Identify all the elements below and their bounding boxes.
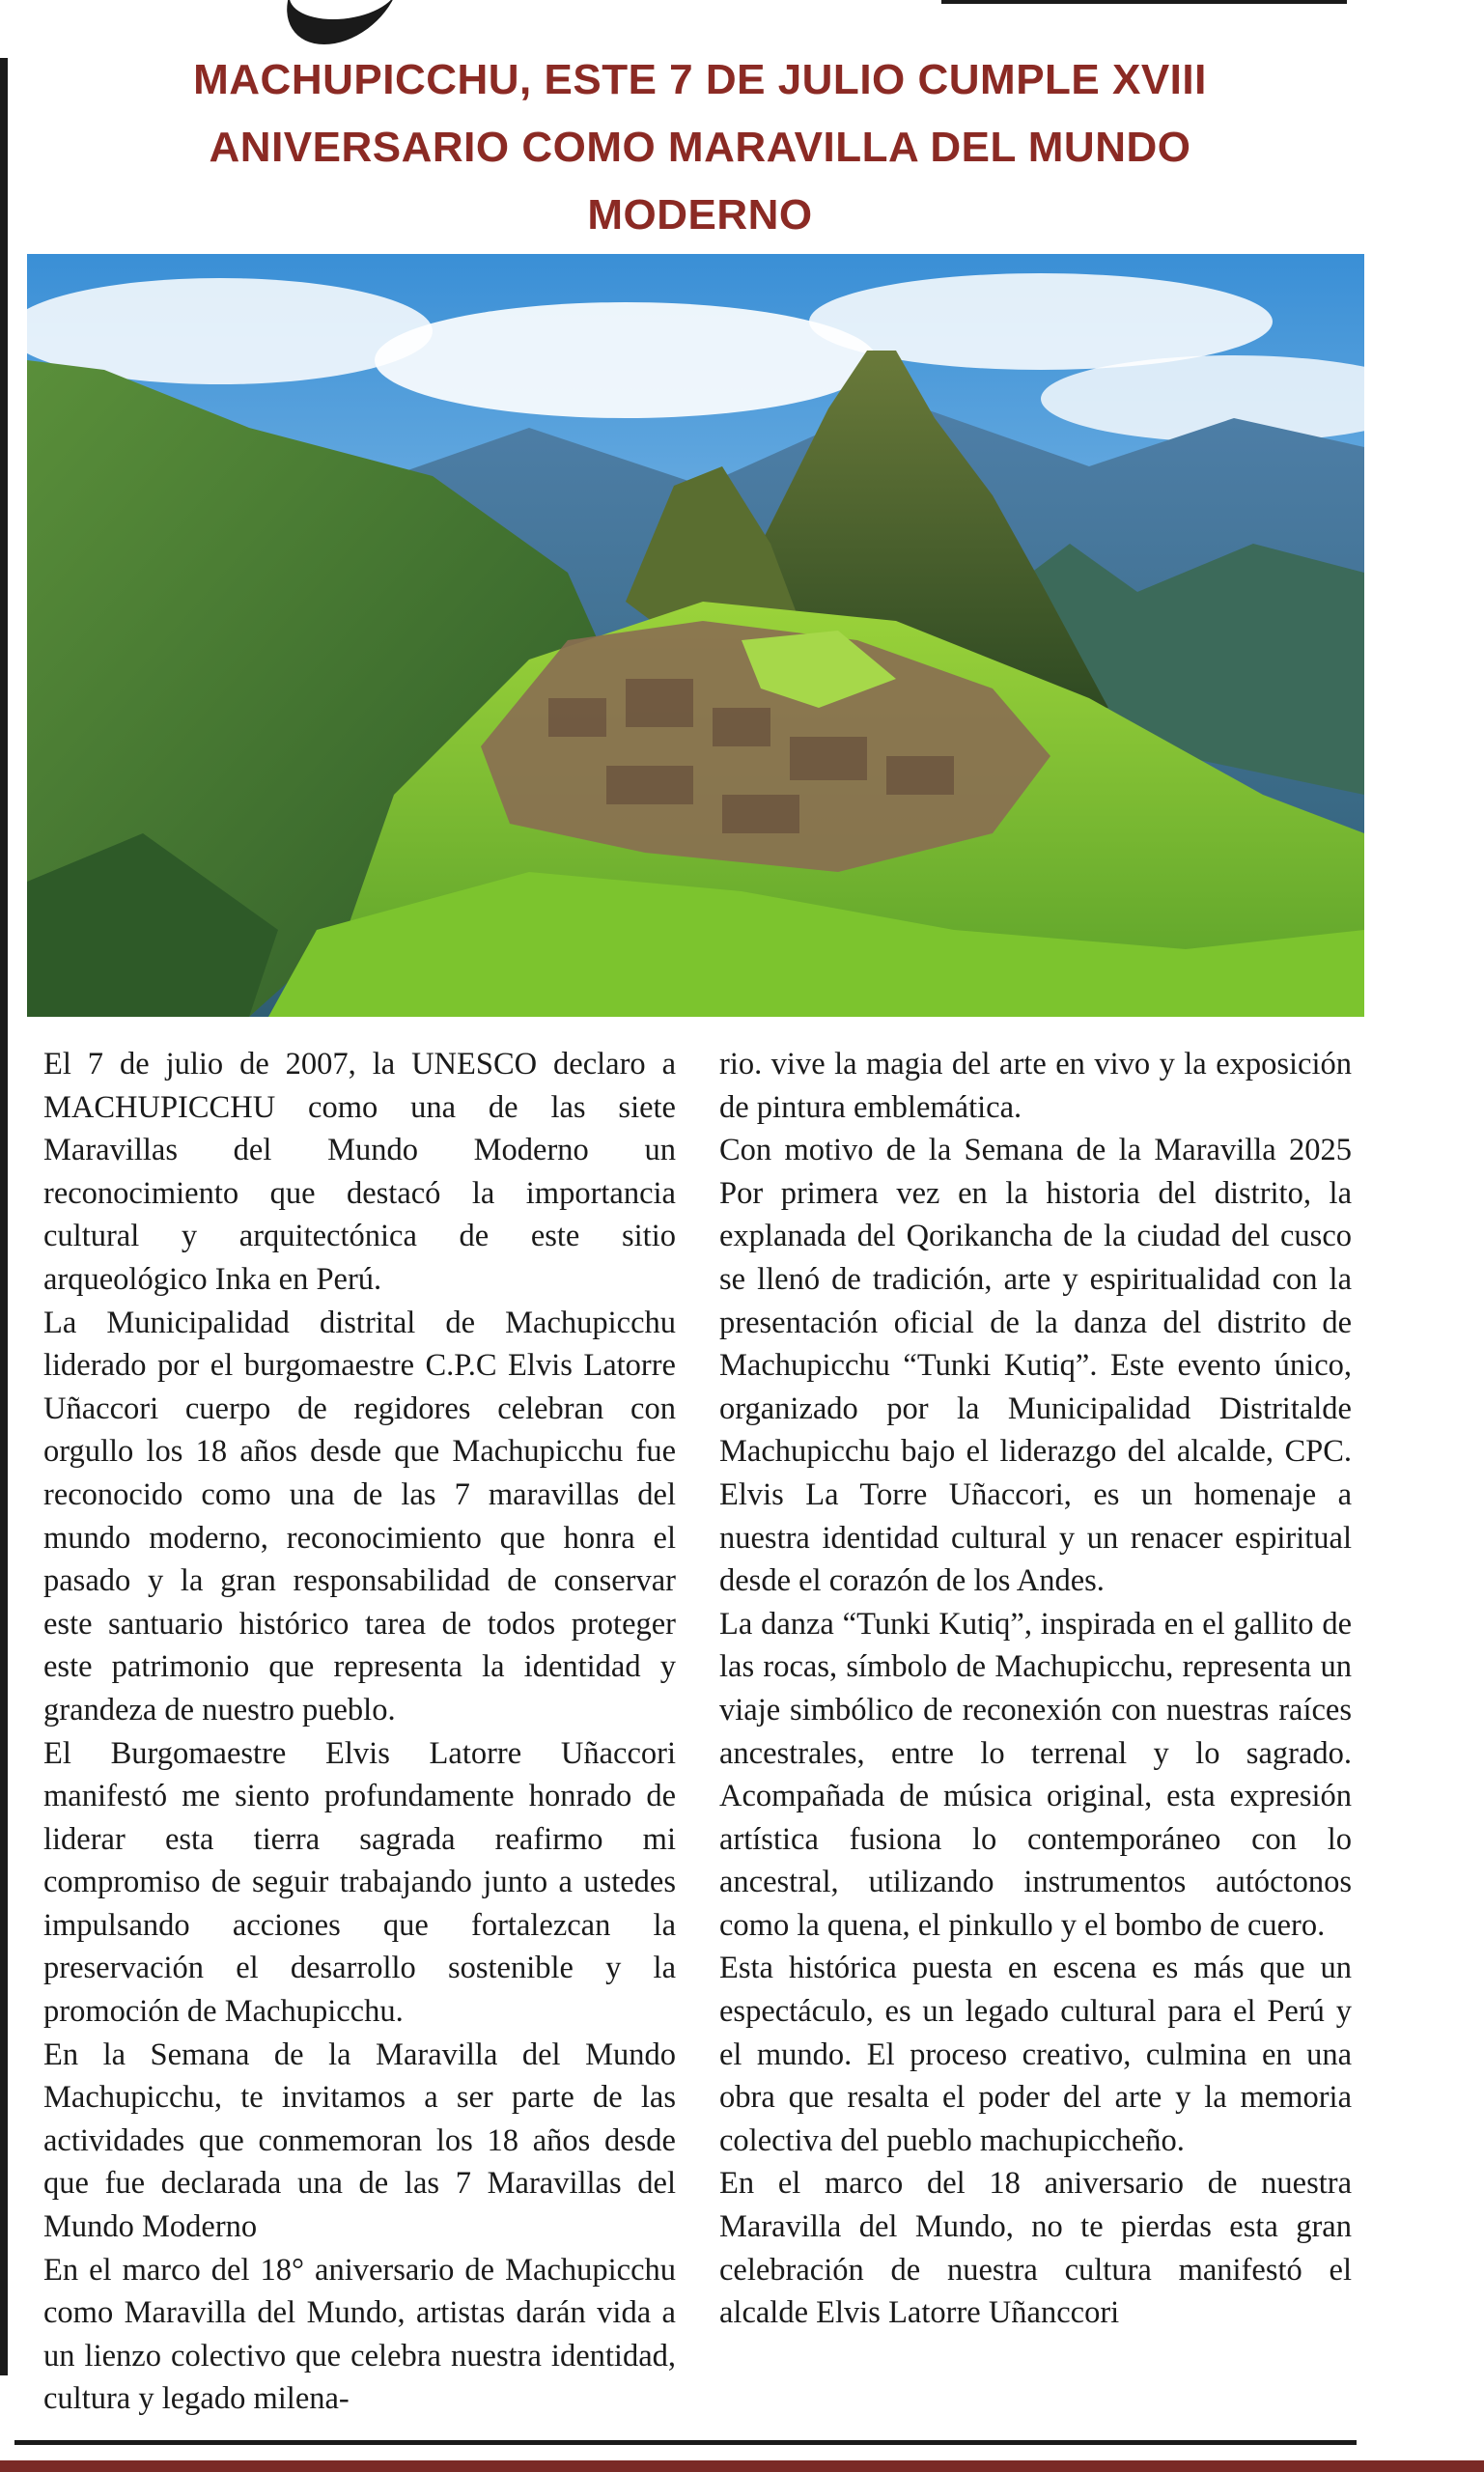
paragraph: Esta histórica puesta en escena es más que un espectáculo, es un legado cultural para el Perú y el mundo. El proceso creativo, culmina en una obra que resalta el poder del arte y la memoria colectiva del pueblo machupiccheño. <box>719 1951 1352 2158</box>
decorative-top-mark <box>271 0 415 44</box>
footer-bar <box>0 2460 1484 2472</box>
paragraph: Con motivo de la Semana de la Maravilla 2025 Por primera vez en la historia del distrito, la explanada del Qorikancha de la ciudad del cusco se llenó de tradición, arte y espiritualidad con la presentación oficial de la danza del distrito de Machupicchu “Tunki Kutiq”. Este evento único, organizado por la Municipalidad Distritalde Machupicchu bajo el liderazgo del alcalde, CPC. Elvis La Torre Uñaccori, es un homenaje a nuestra identidad cultural y un renacer espiritual desde el corazón de los Andes. <box>719 1133 1352 1599</box>
bottom-rule <box>14 2440 1357 2445</box>
paragraph: En el marco del 18° aniversario de Machupicchu como Maravilla del Mundo, artistas darán vida a un lienzo colectivo que celebra nuestra identidad, cultura y legado milena- <box>43 2252 676 2417</box>
paragraph: La Municipalidad distrital de Machupicchu liderado por el burgomaestre C.P.C Elvis Latorre Uñaccori cuerpo de regidores celebran con orgullo los 18 años desde que Machupicchu fue reconocido como una de las 7 maravillas del mundo moderno, reconocimiento que honra el pasado y la gran responsabilidad de conservar este santuario histórico tarea de todos proteger este patrimonio que representa la identidad y grandeza de nuestro pueblo. <box>43 1305 676 1728</box>
paragraph: El 7 de julio de 2007, la UNESCO declaro a MACHUPICCHU como una de las siete Maravillas del Mundo Moderno un reconocimiento que destacó la importancia cultural y arquitectónica de este sitio arqueológico Inka en Perú. <box>43 1047 676 1297</box>
paragraph: El Burgomaestre Elvis Latorre Uñaccori manifestó me siento profundamente honrado de liderar esta tierra sagrada reafirmo mi compromiso de seguir trabajando junto a ustedes impulsando acciones que fortalezcan la preservación el desarrollo sostenible y la promoción de Machupicchu. <box>43 1735 676 2030</box>
article-column-right <box>719 1043 1352 2335</box>
top-rule <box>941 0 1347 4</box>
paragraph: rio. vive la magia del arte en vivo y la exposición de pintura emblemática. <box>719 1047 1352 1125</box>
paragraph: La danza “Tunki Kutiq”, inspirada en el gallito de las rocas, símbolo de Machupicchu, representa un viaje simbólico de reconexión con nuestras raíces ancestrales, entre lo terrenal y lo sagrado. Acompañada de música original, esta expresión artística fusiona lo contemporáneo con lo ancestral, utilizando instrumentos autóctonos como la quena, el pinkullo y el bombo de cuero. <box>719 1606 1352 1943</box>
photo-illustration <box>27 254 1364 1017</box>
headline: MACHUPICCHU, ESTE 7 DE JULIO CUMPLE XVIII ANIVERSARIO COMO MARAVILLA DEL MUNDO MODERNO <box>193 56 1207 239</box>
left-margin-rule <box>0 58 8 2375</box>
paragraph: En el marco del 18 aniversario de nuestra Maravilla del Mundo, no te pierdas esta gran celebración de nuestra cultura manifestó el alcalde Elvis Latorre Uñanccori <box>719 2166 1352 2331</box>
paragraph: En la Semana de la Maravilla del Mundo Machupicchu, te invitamos a ser parte de las actividades que conmemoran los 18 años desde que fue declarada una de las 7 Maravillas del Mundo Moderno <box>43 2037 676 2245</box>
article-column-left <box>43 1043 676 2421</box>
machu-picchu-photo <box>27 254 1364 1017</box>
